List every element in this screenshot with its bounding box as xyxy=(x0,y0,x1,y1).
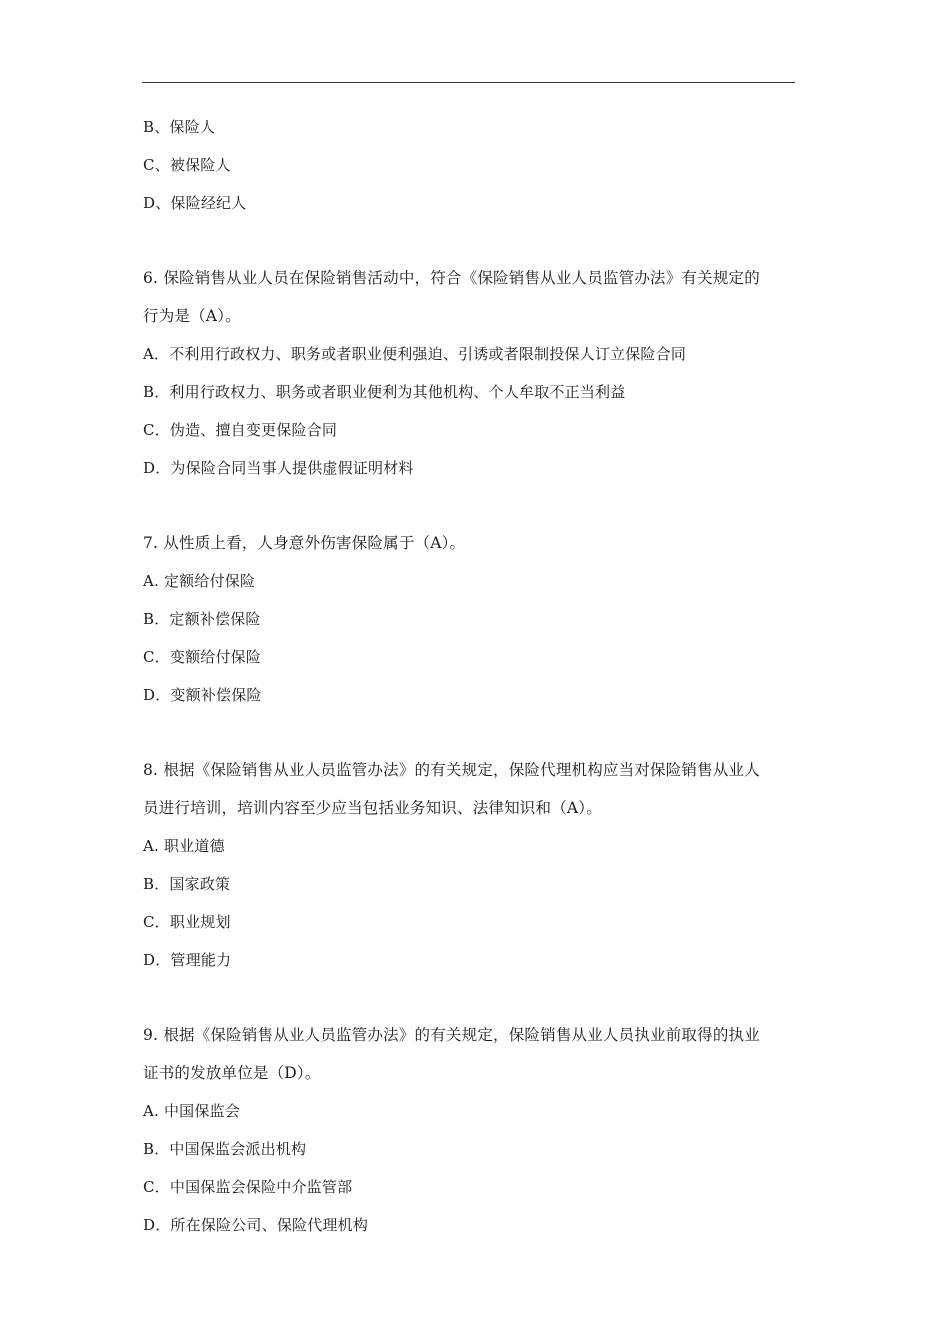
option-a: A. 中国保监会 xyxy=(143,1102,240,1120)
question-text-line: 证书的发放单位是（D）。 xyxy=(143,1064,321,1082)
header-rule xyxy=(142,82,795,83)
question-7 xyxy=(143,524,803,714)
option-b: B．定额补偿保险 xyxy=(143,610,261,628)
option-c: C．伪造、擅自变更保险合同 xyxy=(143,421,338,439)
option-d: D．管理能力 xyxy=(143,951,232,969)
previous-question-options xyxy=(143,108,803,222)
option-d: D．为保险合同当事人提供虚假证明材料 xyxy=(143,459,414,477)
option-a: A. 定额给付保险 xyxy=(143,572,256,590)
question-text-line: 行为是（A）。 xyxy=(143,307,241,325)
option-b: B．国家政策 xyxy=(143,875,231,893)
question-text-line: 员进行培训，培训内容至少应当包括业务知识、法律知识和（A）。 xyxy=(143,799,602,817)
option-d: D．所在保险公司、保险代理机构 xyxy=(143,1216,369,1234)
option-a: A．不利用行政权力、职务或者职业便利强迫、引诱或者限制投保人订立保险合同 xyxy=(143,345,687,363)
option-d: D．变额补偿保险 xyxy=(143,686,262,704)
question-8 xyxy=(143,751,803,979)
option-b: B．利用行政权力、职务或者职业便利为其他机构、个人牟取不正当利益 xyxy=(143,383,626,401)
option-b: B．中国保监会派出机构 xyxy=(143,1140,307,1158)
option-c: C、被保险人 xyxy=(143,156,231,174)
option-c: C．变额给付保险 xyxy=(143,648,262,666)
option-b: B、保险人 xyxy=(143,118,216,136)
question-6 xyxy=(143,259,803,487)
option-c: C．职业规划 xyxy=(143,913,231,931)
option-d: D、保险经纪人 xyxy=(143,194,247,212)
question-text-line: 7. 从性质上看，人身意外伤害保险属于（A）。 xyxy=(143,534,466,552)
question-9 xyxy=(143,1016,803,1244)
question-text-line: 9. 根据《保险销售从业人员监管办法》的有关规定，保险销售从业人员执业前取得的执业 xyxy=(143,1026,760,1044)
question-text-line: 8. 根据《保险销售从业人员监管办法》的有关规定，保险代理机构应当对保险销售从业人 xyxy=(143,761,760,779)
option-a: A. 职业道德 xyxy=(143,837,225,855)
document-body xyxy=(143,108,803,1244)
option-c: C．中国保监会保险中介监管部 xyxy=(143,1178,353,1196)
question-text-line: 6. 保险销售从业人员在保险销售活动中，符合《保险销售从业人员监管办法》有关规定的 xyxy=(143,269,760,287)
